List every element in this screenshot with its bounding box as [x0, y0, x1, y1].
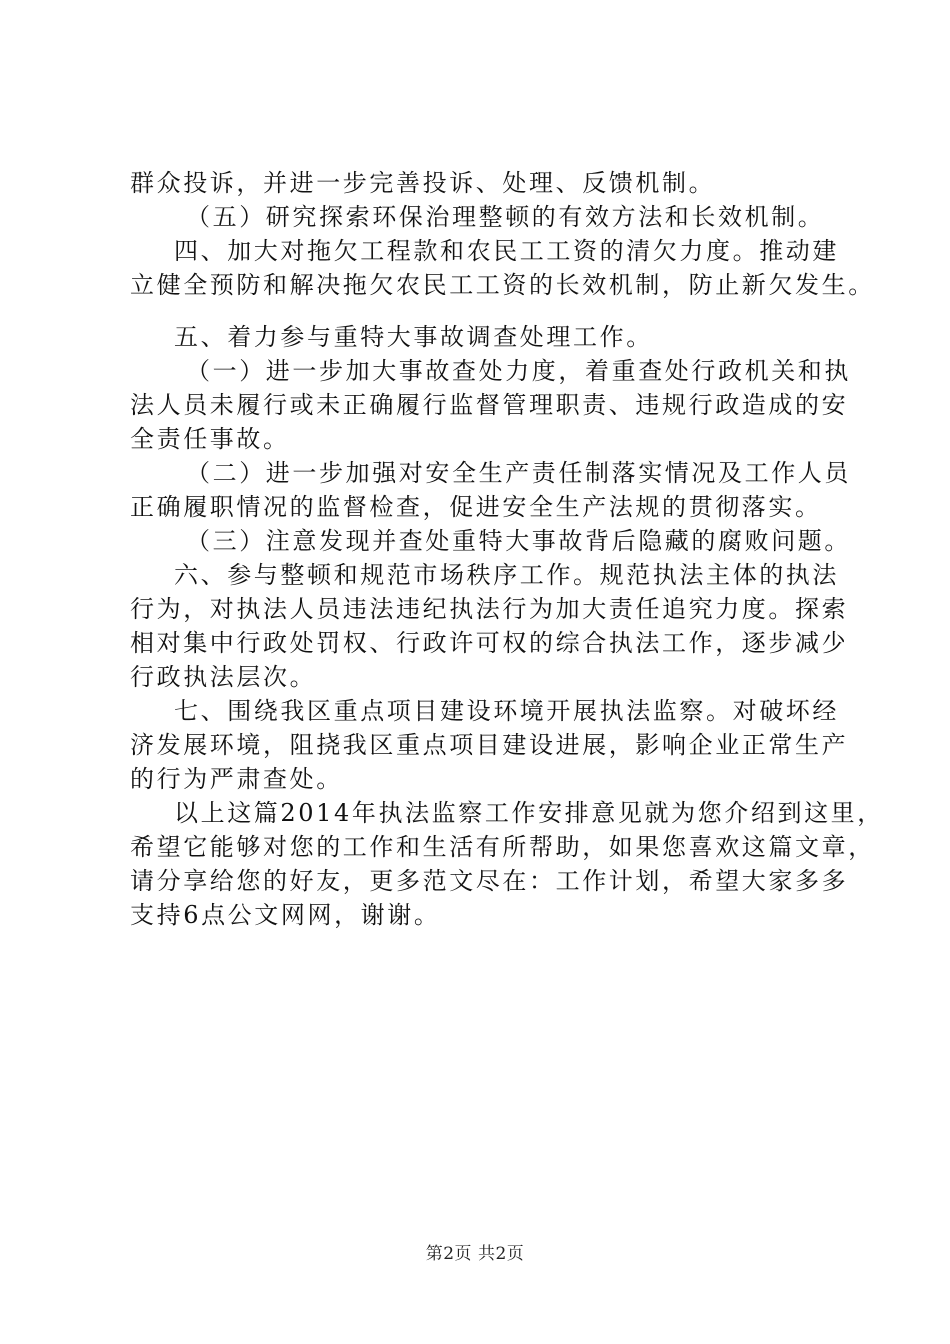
text-line: 希望它能够对您的工作和生活有所帮助，如果您喜欢这篇文章，	[130, 833, 875, 861]
text-line: （二）进一步加强对安全生产责任制落实情况及工作人员	[186, 459, 851, 487]
text-line: 济发展环境，阻挠我区重点项目建设进展，影响企业正常生产	[130, 731, 849, 759]
text-line: 行政执法层次。	[130, 663, 317, 691]
text-line: 行为，对执法人员违法违纪执法行为加大责任追究力度。探索	[130, 595, 849, 623]
text-line: 五、着力参与重特大事故调查处理工作。	[174, 323, 653, 351]
text-line: （五）研究探索环保治理整顿的有效方法和长效机制。	[186, 203, 825, 231]
text-line: 正确履职情况的监督检查，促进安全生产法规的贯彻落实。	[130, 493, 822, 521]
text-line: 支持6点公文网网，谢谢。	[130, 901, 441, 929]
text-line: （三）注意发现并查处重特大事故背后隐藏的腐败问题。	[186, 527, 851, 555]
text-line: 全责任事故。	[130, 425, 290, 453]
page-number-footer: 第2页 共2页	[425, 1244, 525, 1264]
text-line: 六、参与整顿和规范市场秩序工作。规范执法主体的执法	[174, 561, 839, 589]
text-line: 请分享给您的好友，更多范文尽在：工作计划，希望大家多多	[130, 867, 849, 895]
document-body	[130, 166, 884, 932]
text-line: 法人员未履行或未正确履行监督管理职责、违规行政造成的安	[130, 391, 849, 419]
text-line: （一）进一步加大事故查处力度，着重查处行政机关和执	[186, 357, 851, 385]
text-line: 七、围绕我区重点项目建设环境开展执法监察。对破坏经	[174, 697, 839, 725]
text-line: 群众投诉，并进一步完善投诉、处理、反馈机制。	[130, 169, 716, 197]
text-line: 四、加大对拖欠工程款和农民工工资的清欠力度。推动建	[174, 237, 839, 265]
text-line: 立健全预防和解决拖欠农民工工资的长效机制，防止新欠发生。	[130, 271, 875, 299]
text-line: 的行为严肃查处。	[130, 765, 343, 793]
text-line: 以上这篇2014年执法监察工作安排意见就为您介绍到这里，	[174, 799, 884, 827]
text-line: 相对集中行政处罚权、行政许可权的综合执法工作，逐步减少	[130, 629, 849, 657]
